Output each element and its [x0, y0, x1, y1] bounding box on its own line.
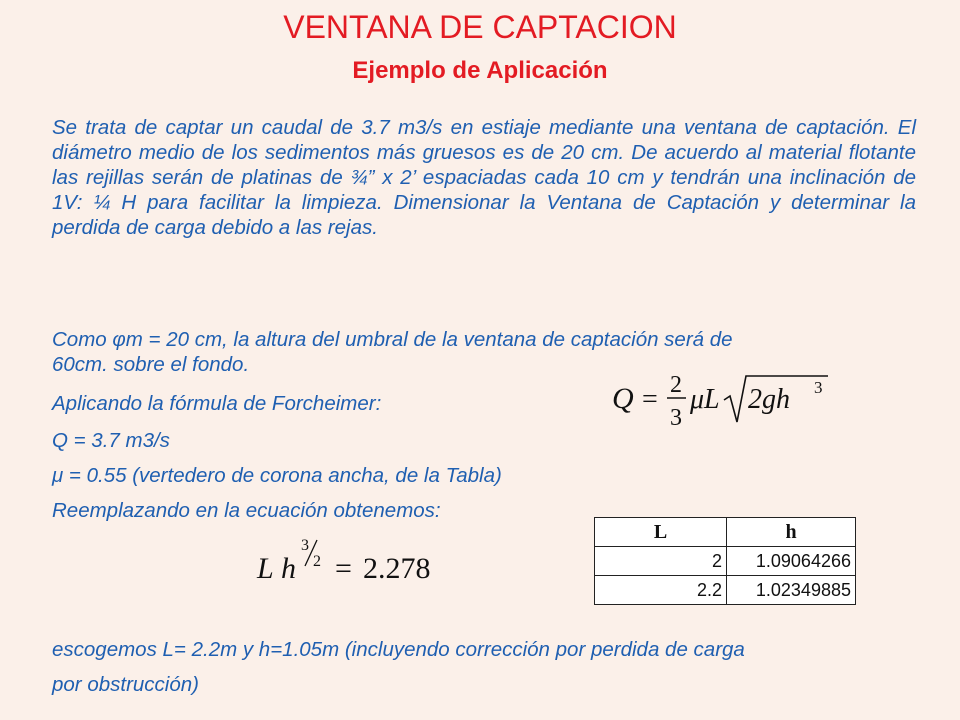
caudal-line: Q = 3.7 m3/s — [52, 429, 170, 452]
formula-frac-den: 3 — [670, 405, 682, 431]
table-cell-l: 2.2 — [595, 576, 727, 605]
table-cell-h: 1.02349885 — [727, 576, 856, 605]
formula-exponent: 3 — [814, 378, 823, 397]
reemplazando-line: Reemplazando en la ecuación obtenemos: — [52, 499, 441, 522]
table-header-row — [595, 518, 856, 547]
como-line-2: 60cm. sobre el fondo. — [52, 353, 250, 376]
escogemos-line-2: por obstrucción) — [52, 673, 199, 696]
table-row — [595, 576, 856, 605]
formula-equals: = — [642, 384, 658, 415]
escogemos-line-1: escogemos L= 2.2m y h=1.05m (incluyendo corrección por perdida de carga — [52, 638, 745, 661]
mu-line: μ = 0.55 (vertedero de corona ancha, de la Tabla) — [52, 464, 502, 487]
table-row — [595, 547, 856, 576]
l-h-table — [594, 517, 856, 605]
result-h: h — [281, 552, 296, 585]
table-cell-h: 1.09064266 — [727, 547, 856, 576]
result-exp-num: 3 — [301, 537, 309, 554]
table-header-l: L — [595, 518, 727, 547]
problem-statement: Se trata de captar un caudal de 3.7 m3/s en estiaje mediante una ventana de captación. El diámetro medio de los sedimentos más gruesos es de 20 cm. De acuerdo al material flotante las rejillas serán de platinas de ¾” x 2’ espaciadas cada 10 cm y tendrán una inclinación de 1V: ¼ H para facilitar la limpieza. Dimensionar la Ventana de Captación y determinar la perdida de carga debido a las rejas. — [52, 116, 916, 239]
como-line-1: Como φm = 20 cm, la altura del umbral de la ventana de captación será de — [52, 328, 733, 351]
result-l: L — [257, 552, 274, 585]
slide-title: VENTANA DE CAPTACION — [283, 9, 677, 45]
table-header-h: h — [727, 518, 856, 547]
formula-radicand: 2gh — [748, 384, 790, 415]
result-formula — [255, 532, 445, 592]
result-exp-den: 2 — [313, 553, 321, 570]
slide-subtitle: Ejemplo de Aplicación — [352, 57, 608, 84]
aplicando-line: Aplicando la fórmula de Forcheimer: — [52, 392, 382, 415]
formula-coef: μL — [690, 384, 720, 415]
formula-frac-num: 2 — [670, 372, 682, 398]
forcheimer-formula — [606, 360, 836, 432]
table-cell-l: 2 — [595, 547, 727, 576]
result-equals: = — [335, 552, 352, 585]
formula-q: Q — [612, 382, 634, 415]
result-value: 2.278 — [363, 552, 431, 585]
